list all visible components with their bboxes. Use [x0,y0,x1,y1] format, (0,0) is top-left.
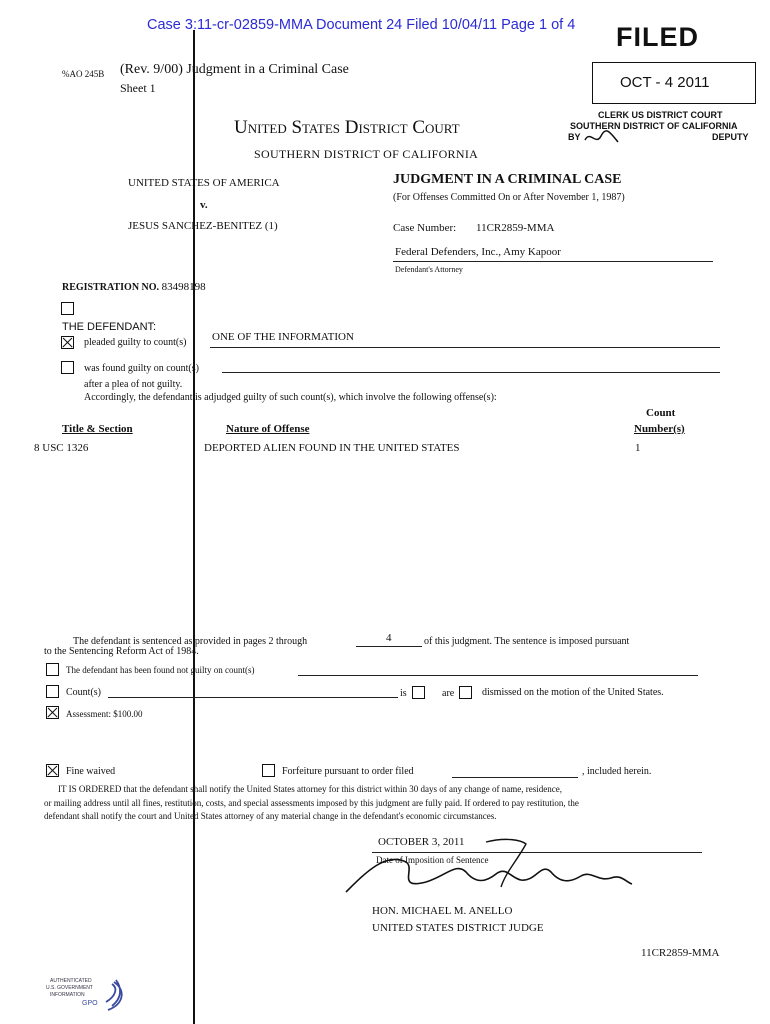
versus: v. [200,199,208,211]
assessment-checkbox[interactable] [46,706,59,719]
pleaded-line [210,347,720,348]
col-title-section: Title & Section [62,423,133,435]
registration-checkbox[interactable] [61,302,74,315]
gpo-line-1: AUTHENTICATED [50,978,92,984]
fine-waived-checkbox[interactable] [46,764,59,777]
pleaded-guilty-checkbox[interactable] [61,336,74,349]
registration-label-text: REGISTRATION NO. [62,282,160,293]
sentence-pages-line [356,646,422,647]
offense-count: 1 [635,442,641,454]
is-checkbox[interactable] [412,686,425,699]
order-line-2: or mailing address until all fines, restitution, costs, and special assessments imposed by this judgment are fully paid. If ordered to pay restitution, the [44,798,579,808]
attorney-label: Defendant's Attorney [395,265,463,274]
after-plea-text: after a plea of not guilty. [84,379,183,390]
assessment-text: Assessment: $100.00 [66,709,143,719]
footer-case-number: 11CR2859-MMA [641,947,720,959]
included-herein: , included herein. [582,766,652,777]
form-code: %AO 245B [62,69,105,79]
found-guilty-line [222,372,720,373]
offense-section: 8 USC 1326 [34,442,89,454]
defendant-heading: THE DEFENDANT: [62,321,157,333]
sentence-line-1b: of this judgment. The sentence is imposed pursuant [424,636,630,647]
gpo-line-2: U.S. GOVERNMENT [46,985,93,991]
gpo-logo [44,976,134,1016]
case-header: Case 3:11-cr-02859-MMA Document 24 Filed 10/04/11 Page 1 of 4 [147,17,576,33]
forfeiture-checkbox[interactable] [262,764,275,777]
gpo-swoosh-icon [104,976,130,1014]
defense-attorney: Federal Defenders, Inc., Amy Kapoor [395,246,561,258]
dismissed-text: dismissed on the motion of the United States. [482,687,664,698]
sentence-pages: 4 [386,632,392,644]
judge-name: HON. MICHAEL M. ANELLO [372,905,513,917]
sentence-line-2: to the Sentencing Reform Act of 1984. [44,646,199,657]
pleaded-guilty-counts: ONE OF THE INFORMATION [212,331,354,343]
filed-stamp-title: FILED [616,22,699,52]
pleaded-guilty-label: pleaded guilty to count(s) [84,337,187,348]
defendant-name: JESUS SANCHEZ-BENITEZ (1) [128,220,278,232]
counts-line [108,697,398,698]
not-guilty-label: The defendant has been found not guilty on count(s) [66,665,255,675]
order-line-3: defendant shall notify the court and United States attorney of any material change in the defendant's economic circumstances. [44,811,497,821]
offense-nature: DEPORTED ALIEN FOUND IN THE UNITED STATES [204,442,460,454]
sentence-line-1a: The defendant is sentenced as provided in pages 2 through [73,636,308,647]
attorney-line [393,261,713,262]
judge-signature [336,832,636,904]
is-label: is [400,688,407,699]
clerk-initials [582,128,622,148]
filed-stamp-date: OCT - 4 2011 [620,74,710,91]
filed-stamp-deputy: DEPUTY [712,132,749,142]
are-label: are [442,688,455,699]
form-revision: (Rev. 9/00) Judgment in a Criminal Case [120,62,349,77]
filed-stamp-district: SOUTHERN DISTRICT OF CALIFORNIA [570,121,738,131]
col-count-2: Number(s) [634,423,685,435]
case-number-label: Case Number: [393,222,457,234]
found-guilty-label: was found guilty on count(s) [84,363,199,374]
not-guilty-checkbox[interactable] [46,663,59,676]
court-name: United States District Court [234,117,460,138]
forfeiture-line [452,777,578,778]
col-count-1: Count [646,407,676,419]
case-number: 11CR2859-MMA [476,222,555,234]
filed-stamp-clerk: CLERK US DISTRICT COURT [598,110,723,120]
forfeiture-label: Forfeiture pursuant to order filed [282,766,414,777]
judgment-subtitle: (For Offenses Committed On or After November 1, 1987) [393,192,625,203]
gpo-line-3: INFORMATION [50,992,85,998]
order-line-1: IT IS ORDERED that the defendant shall notify the United States attorney for this district within 30 days of any change of name, residence, [58,784,562,794]
court-district: SOUTHERN DISTRICT OF CALIFORNIA [254,147,479,161]
judgment-title: JUDGMENT IN A CRIMINAL CASE [393,172,622,187]
fine-waived-label: Fine waived [66,766,116,777]
form-sheet: Sheet 1 [120,81,156,95]
sentence-date-label: Date of Imposition of Sentence [376,855,489,865]
counts-checkbox[interactable] [46,685,59,698]
registration-number: 83498198 [161,281,206,293]
registration-label [62,281,206,293]
col-nature-offense: Nature of Offense [226,423,310,435]
judge-title: UNITED STATES DISTRICT JUDGE [372,922,544,934]
accordingly-text: Accordingly, the defendant is adjudged guilty of such count(s), which involve the following offense(s): [84,392,497,403]
sentence-date: OCTOBER 3, 2011 [378,836,465,848]
filed-stamp-by: BY [568,132,581,142]
gpo-line-4: GPO [82,1000,98,1007]
are-checkbox[interactable] [459,686,472,699]
found-guilty-checkbox[interactable] [61,361,74,374]
counts-label: Count(s) [66,687,101,698]
plaintiff: UNITED STATES OF AMERICA [128,177,280,189]
not-guilty-line [298,675,698,676]
